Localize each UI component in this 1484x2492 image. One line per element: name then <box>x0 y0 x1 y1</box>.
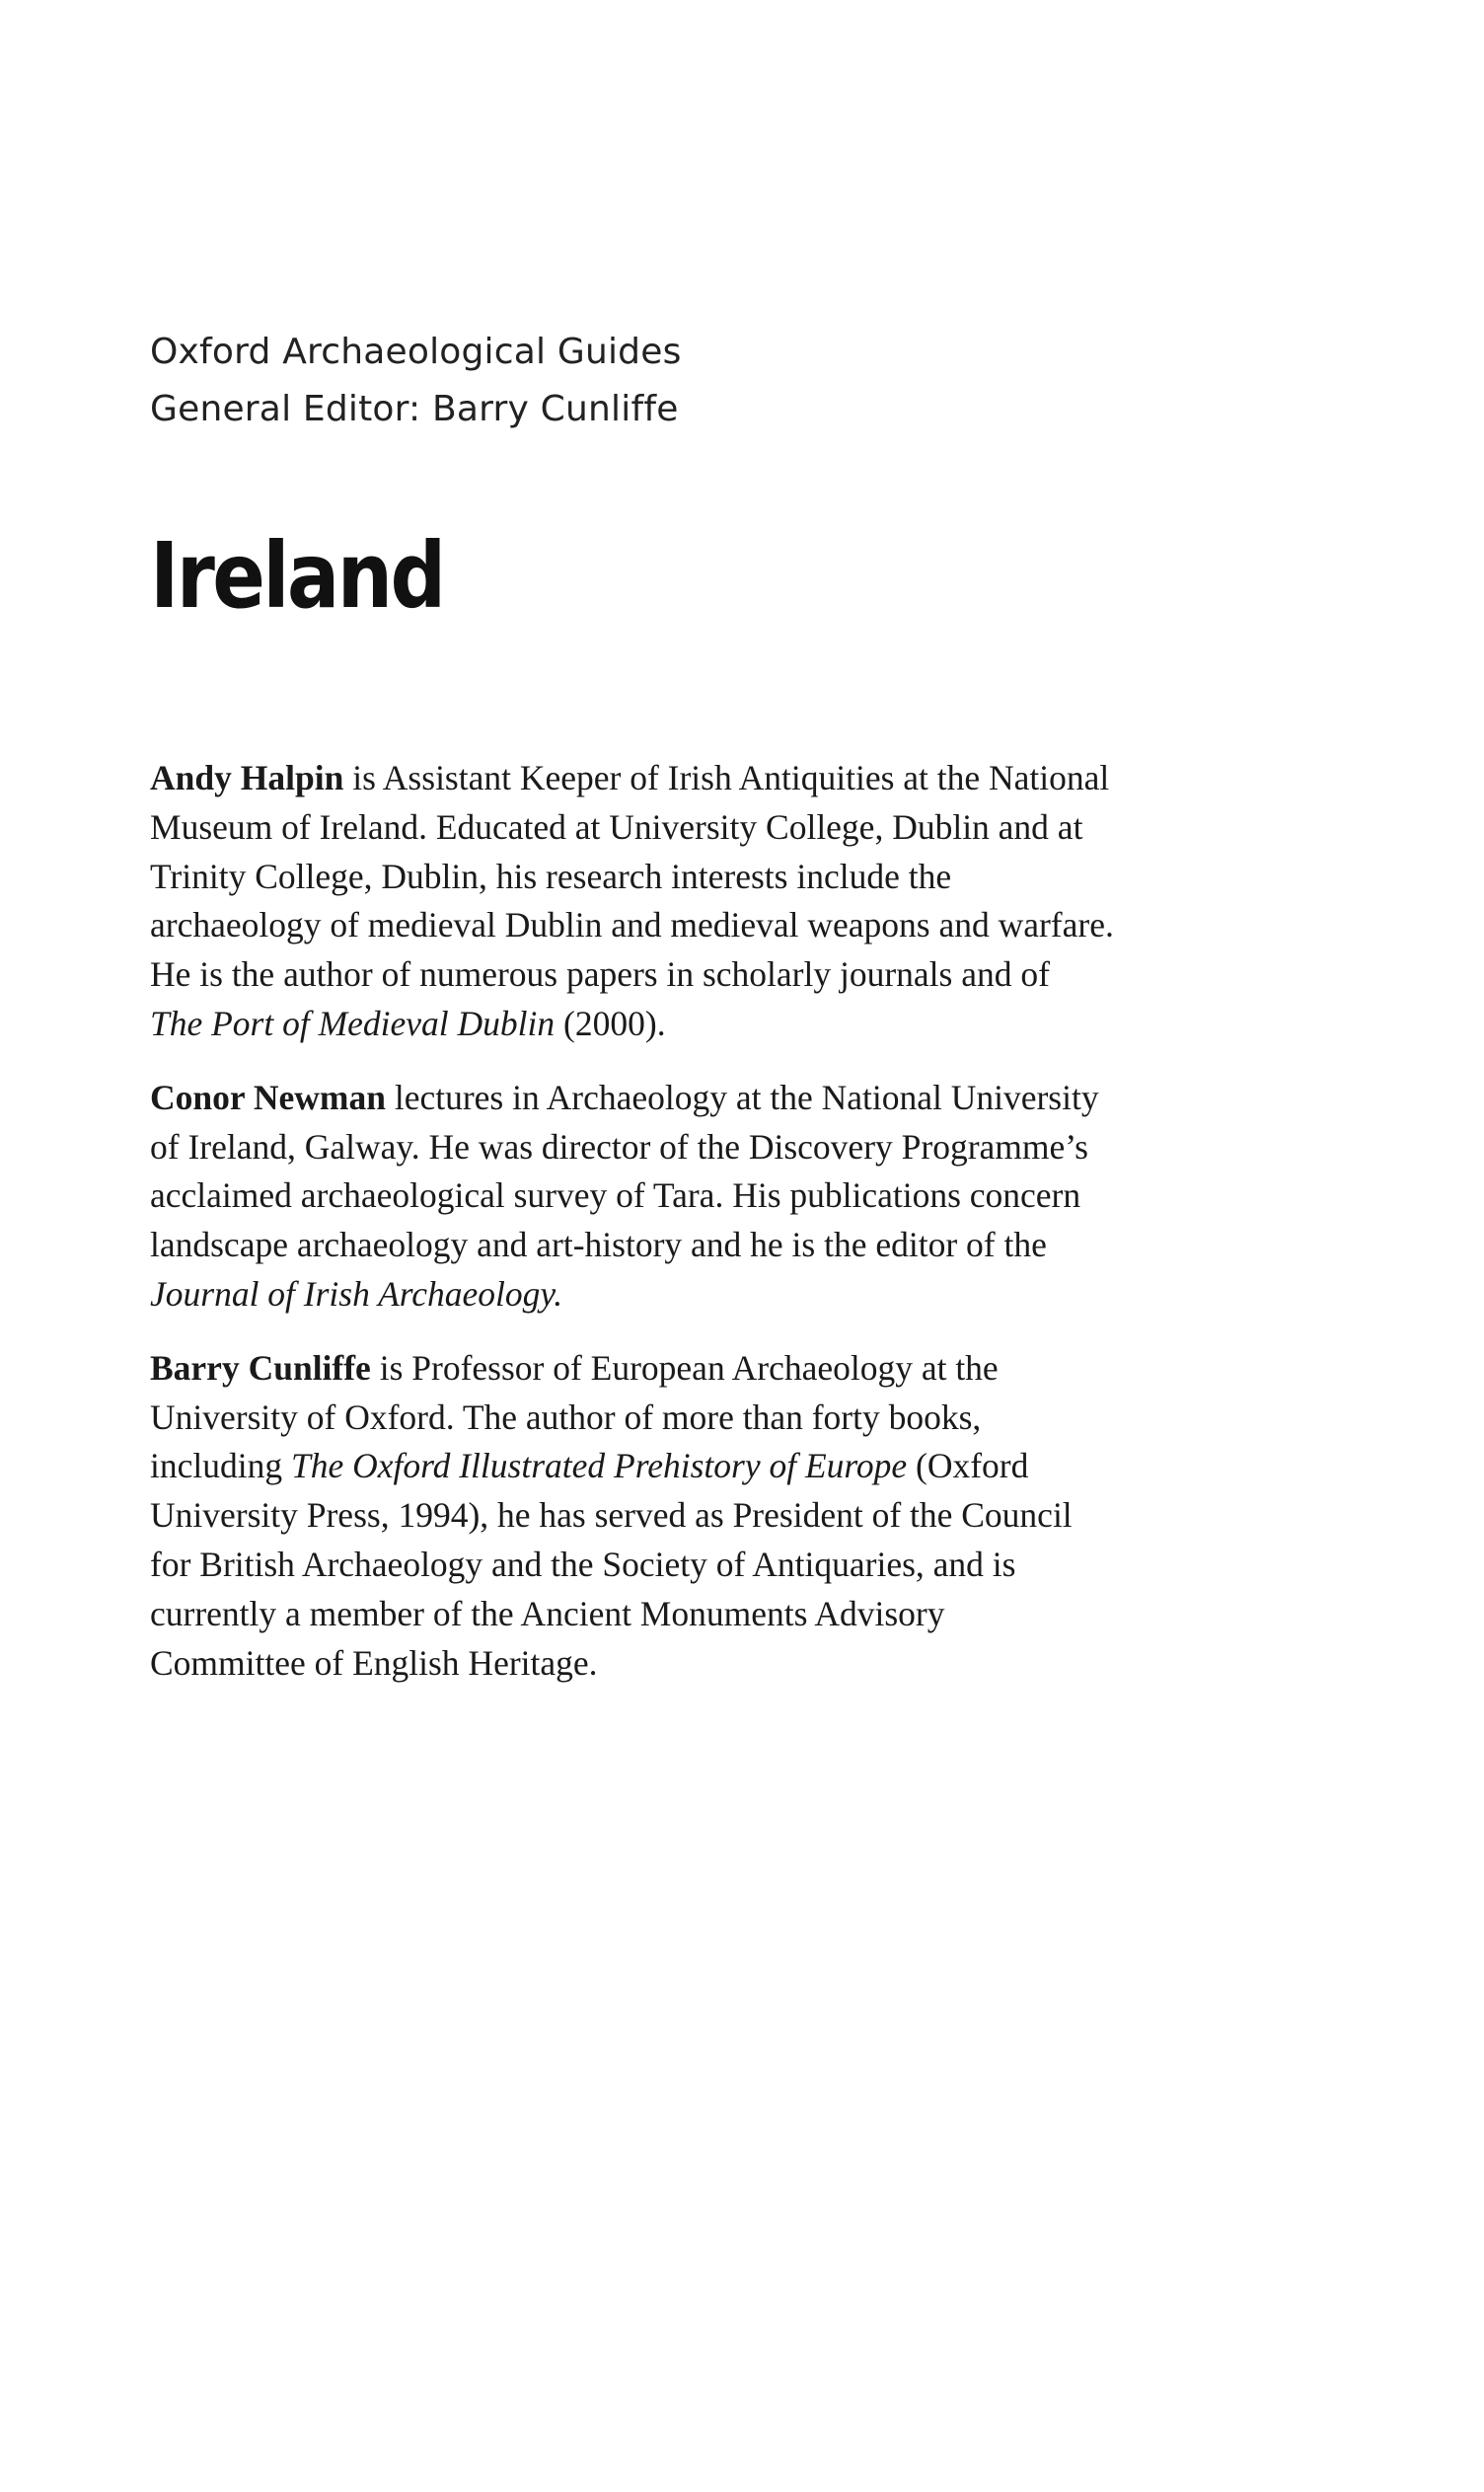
bio-barry-cunliffe <box>150 1344 1255 1689</box>
book-title-italic: The Oxford Illustrated Prehistory of Europe <box>290 1446 908 1486</box>
bio-line <box>150 754 1255 803</box>
bio-text: is Assistant Keeper of Irish Antiquities at the National <box>343 758 1110 797</box>
bio-text: (2000). <box>555 1003 666 1043</box>
bio-andy-halpin <box>150 754 1255 1049</box>
bio-line <box>150 1344 1255 1394</box>
bio-line: for British Archaeology and the Society of Antiquaries, and is <box>150 1544 1016 1584</box>
bio-line: He is the author of numerous papers in scholarly journals and of <box>150 954 1050 995</box>
bio-line: University of Oxford. The author of more than forty books, <box>150 1397 982 1437</box>
series-editor: General Editor: Barry Cunliffe <box>150 389 679 429</box>
bio-line: landscape archaeology and art-history and he is the editor of the <box>150 1225 1047 1265</box>
journal-title-italic: Journal of Irish Archaeology. <box>150 1273 563 1314</box>
bio-line <box>150 1270 1255 1320</box>
bio-text: including <box>150 1446 291 1486</box>
bio-text: lectures in Archaeology at the National University <box>385 1077 1099 1117</box>
bio-line: Museum of Ireland. Educated at University College, Dublin and at <box>150 806 1083 847</box>
bio-text: (Oxford <box>907 1446 1029 1486</box>
author-bios <box>150 754 1255 1712</box>
bio-line: archaeology of medieval Dublin and medieval weapons and warfare. <box>150 905 1114 945</box>
bio-line <box>150 1000 1255 1049</box>
bio-text: is Professor of European Archaeology at the <box>370 1347 999 1388</box>
series-name: Oxford Archaeological Guides <box>150 332 682 372</box>
bio-conor-newman <box>150 1074 1255 1320</box>
bio-line: Committee of English Heritage. <box>150 1642 598 1683</box>
book-title: Ireland <box>150 523 444 629</box>
series-info <box>150 324 682 438</box>
bio-line: Trinity College, Dublin, his research interests include the <box>150 856 952 896</box>
bio-line: University Press, 1994), he has served as President of the Council <box>150 1495 1073 1536</box>
bio-line: of Ireland, Galway. He was director of the Discovery Programme’s <box>150 1126 1088 1167</box>
bio-line <box>150 1442 1255 1491</box>
bio-line: currently a member of the Ancient Monuments Advisory <box>150 1593 945 1633</box>
author-name: Barry Cunliffe <box>150 1347 371 1388</box>
author-name: Andy Halpin <box>150 758 344 797</box>
bio-line: acclaimed archaeological survey of Tara. His publications concern <box>150 1175 1081 1216</box>
bio-line <box>150 1074 1255 1123</box>
author-name: Conor Newman <box>150 1077 386 1117</box>
book-title-italic: The Port of Medieval Dublin <box>150 1003 556 1043</box>
